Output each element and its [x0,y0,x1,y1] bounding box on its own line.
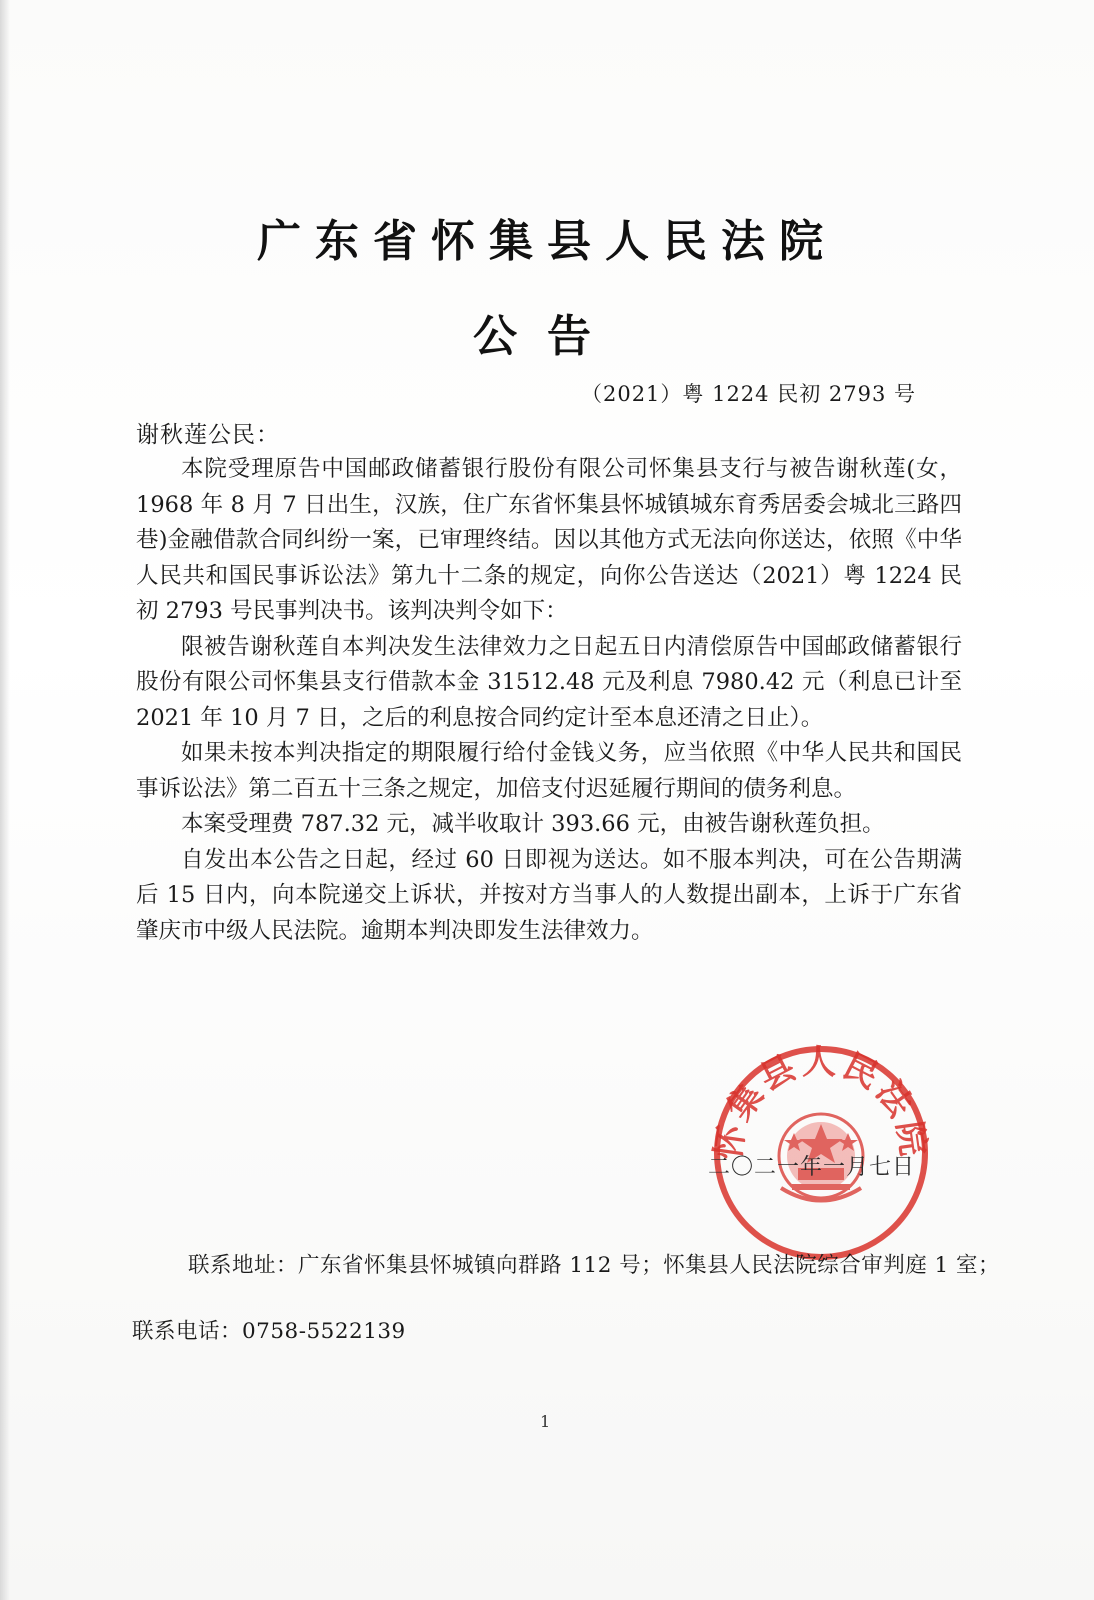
case-number: （2021）粤 1224 民初 2793 号 [580,382,916,406]
contact-phone: 联系电话：0758-5522139 [132,1319,406,1344]
body-paragraph-4: 本案受理费 787.32 元，减半收取计 393.66 元，由被告谢秋莲负担。 [181,811,885,837]
addressee: 谢秋莲公民： [136,422,280,448]
body-paragraph-5: 自发出本公告之日起，经过 60 日即视为送达。如不服本判决，可在公告期满后 15 日内，向本院递交上诉状，并按对方当事人的人数提出副本，上诉于广东省肇庆市中级人民法院。逾期本判决即发生法律效力。 [136,846,962,944]
body-paragraph-3: 如果未按本判决指定的期限履行给付金钱义务，应当依照《中华人民共和国民事诉讼法》第二百五十三条之规定，加倍支付迟延履行期间的债务利息。 [136,740,962,802]
body-paragraph-2: 限被告谢秋莲自本判决发生法律效力之日起五日内清偿原告中国邮政储蓄银行股份有限公司怀集县支行借款本金 31512.48 元及利息 7980.42 元（利息已计至 2021 年 10 月 7 日，之后的利息按合同约定计至本息还清之日止）。 [136,633,962,731]
document-type-heading: 公告 [473,311,621,362]
seal-text: 怀集县人民法院 [708,1042,934,1163]
body-paragraph-1: 本院受理原告中国邮政储蓄银行股份有限公司怀集县支行与被告谢秋莲(女，1968 年 8 月 7 日出生，汉族，住广东省怀集县怀城镇城东育秀居委会城北三路四巷)金融借款合同纠纷一案，已审理终结。因以其他方式无法向你送达，依照《中华人民共和国民事诉讼法》第九十二条的规定，向你公告送达（2021）粤 1224 民初 2793 号民事判决书。该判决判令如下： [136,456,962,624]
court-name-heading: 广东省怀集县人民法院 [257,216,837,267]
contact-address: 联系地址：广东省怀集县怀城镇向群路 112 号；怀集县人民法院综合审判庭 1 室； [188,1253,1001,1278]
page-number: 1 [540,1412,551,1431]
issue-date: 二〇二一年一月七日 [708,1155,916,1180]
notice-body [136,452,962,949]
